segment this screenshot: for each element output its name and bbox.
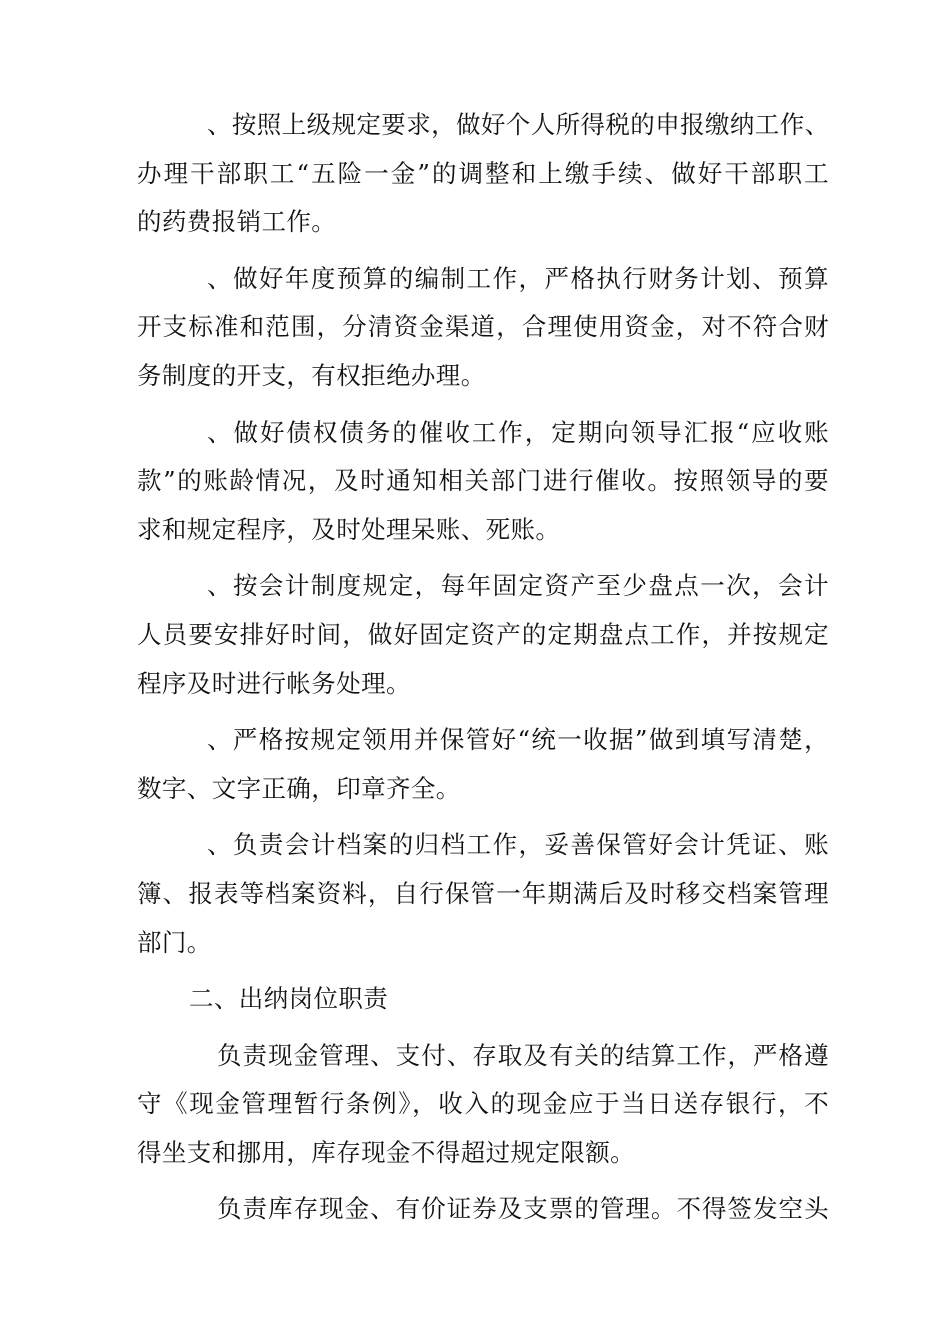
text-line: 开支标准和范围，分清资金渠道，合理使用资金，对不符合财: [137, 312, 829, 342]
text-line: 、做好债权债务的催收工作，定期向领导汇报“应收账: [207, 417, 829, 447]
paragraph-debt-collection: [137, 409, 829, 555]
paragraph-archives: [137, 821, 829, 967]
text-line: 、严格按规定领用并保管好“统一收据”做到填写清楚，: [207, 725, 829, 755]
text-line: 簿、报表等档案资料，自行保管一年期满后及时移交档案管理: [137, 878, 829, 908]
text-line: 、按会计制度规定，每年固定资产至少盘点一次，会计: [207, 571, 829, 601]
text-line: 款”的账龄情况，及时通知相关部门进行催收。按照领导的要: [137, 466, 829, 496]
paragraph-cash-securities: [137, 1185, 829, 1234]
text-line: 得坐支和挪用，库存现金不得超过规定限额。: [137, 1137, 635, 1167]
paragraph-cash-management: [137, 1032, 829, 1178]
section-heading: [137, 975, 829, 1024]
text-line: 求和规定程序，及时处理呆账、死账。: [137, 514, 561, 544]
paragraph-budget: [137, 255, 829, 401]
text-line: 、做好年度预算的编制工作，严格执行财务计划、预算: [207, 263, 829, 293]
text-line: 人员要安排好时间，做好固定资产的定期盘点工作，并按规定: [137, 619, 829, 649]
text-line: 、按照上级规定要求，做好个人所得税的申报缴纳工作、: [207, 110, 830, 139]
text-line: 的药费报销工作。: [137, 207, 337, 237]
paragraph-receipts: [137, 716, 829, 813]
text-line: 、负责会计档案的归档工作，妥善保管好会计凭证、账: [207, 830, 829, 860]
document-body: [137, 101, 829, 1234]
text-line: 守《现金管理暂行条例》，收入的现金应于当日送存银行，不: [137, 1089, 829, 1119]
text-line: 程序及时进行帐务处理。: [137, 668, 411, 698]
paragraph-fixed-assets: [137, 562, 829, 708]
heading-line: 二、出纳岗位职责: [189, 984, 389, 1014]
text-line: 数字、文字正确，印章齐全。: [137, 773, 461, 803]
text-line: 办理干部职工“五险一金”的调整和上缴手续、做好干部职工: [137, 158, 829, 188]
text-line: 部门。: [137, 927, 212, 957]
text-line: 务制度的开支，有权拒绝办理。: [137, 360, 486, 390]
text-line: 负责现金管理、支付、存取及有关的结算工作，严格遵: [217, 1040, 829, 1070]
paragraph-tax-insurance: [137, 101, 829, 247]
text-line: 负责库存现金、有价证券及支票的管理。不得签发空头: [217, 1194, 829, 1224]
